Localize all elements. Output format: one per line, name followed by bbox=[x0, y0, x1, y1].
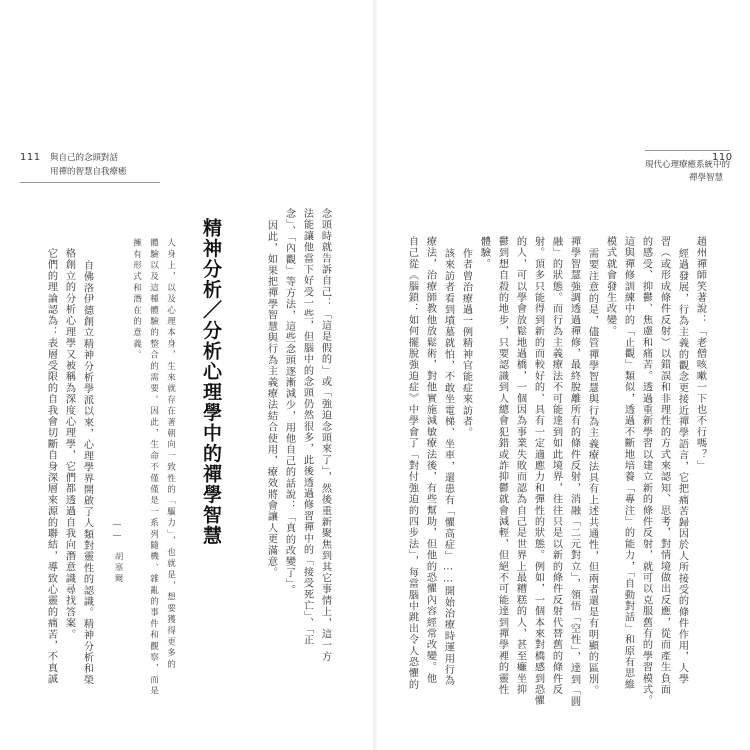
right-body-col-5: 這與禪修訓練中的「止觀」類似，透過不斷地培養「專注」的能力，「自動對話」和原有思維 bbox=[622, 236, 634, 691]
left-closing-text-3: 它們的理論認為：表層受限的自我會切斷自身深層來源的聯結，導致心靈的痛苦，不真誠 bbox=[45, 248, 57, 685]
epigraph-attribution: 胡塞爾 bbox=[113, 552, 123, 584]
right-running-header-subtitle: 禪學智慧 bbox=[689, 173, 724, 183]
right-page bbox=[375, 0, 750, 750]
left-page-number: 111 bbox=[20, 152, 41, 163]
left-running-header-subtitle: 用禪的智慧自我療癒 bbox=[50, 167, 127, 177]
right-body-col-3: 習（或形成條件反射）以錯誤和非理性的方式來認知、思考，對情境做出反應，從而產生負面 bbox=[658, 236, 670, 696]
right-body-col-17: 自己從《腦鎖：如何擺脫強迫症》中學會了「對付強迫的四步法」，每當腦中跳出令人恐懼的 bbox=[406, 236, 418, 691]
right-body-col-14: 作者曾治療過一例精神官能症來訪者。 bbox=[460, 248, 472, 439]
left-section-text-1: 念頭時就告訴自己：「這是假的」或「強迫念頭來了」，然後重新聚焦到其它事情上，這一方 bbox=[319, 208, 331, 663]
right-body-col-10: 射。頂多只能得到新的而較好的、具有一定適應力和彈性的狀態。例如，一個本來對橋感到恐懼 bbox=[532, 236, 544, 707]
epigraph-dash: —— bbox=[112, 520, 122, 542]
right-body-col-12: 鬱到想自殺的地步，只要認識到人總會犯錯或詐抑鬱就會減輕，但絕不可能達到禪學裡的靈性 bbox=[496, 236, 508, 696]
right-body-col-6: 模式就會發生改變。 bbox=[604, 236, 616, 337]
right-body-col-1: 趙州禪師笑著說：「老僧咳嗽一下也不行嗎？」 bbox=[694, 236, 706, 472]
right-body-col-9: 融」的狀態。而行為主義療法不可能達到如此境界，往往只是以新的條件反射代替舊的條件反 bbox=[550, 236, 562, 696]
right-body-col-16: 療法，治療師教他放鬆術，對他實施減敏療法後，有些幫助，但他的恐懼內容經常改變。他 bbox=[424, 236, 436, 684]
left-section-text-3: 念」、「內觀」等方法，這些念頭逐漸減少，用他自己的話說：「真的改變了」。 bbox=[283, 208, 295, 596]
left-section-text-4: 因此，如果把禪學智慧與行為主義療法結合使用，療效將會讓人更滿意。 bbox=[265, 220, 277, 579]
right-body-col-7: 需要注意的是，儘管禪學智慧與行為主義療法具有上述共通性，但兩者還是有明顯的區別。 bbox=[586, 248, 598, 696]
right-body-col-2: 經過發展，行為主義的觀念更接近禪學語言，它把痛苦歸因於人所接受的條件作用，人學 bbox=[676, 248, 688, 685]
epigraph-line-2: 體驗以及這種體驗的整合的需要。因此，生命不僅僅是一系列隨機、雜亂的事件和觀察，而是 bbox=[148, 238, 159, 698]
left-closing-text-2: 格創立的分析心理學又被稱為深度心理學，它們都透過自我向潛意識尋找答案。 bbox=[63, 248, 75, 640]
left-header-rule bbox=[20, 182, 160, 183]
section-title: 精神分析／分析心理學中的禪學智慧 bbox=[200, 218, 222, 546]
epigraph-line-1: 人身上，以及心理本身，生來就存在著朝向一致性的「驅力」，也就是，想要獲得更多的 bbox=[165, 238, 176, 671]
left-section-text-2: 法能讓他當下好受一些，但腦中的念頭仍然很多，此後透過修習禪中的「接受死亡」、「正 bbox=[301, 208, 313, 646]
right-body-col-15: 該來訪者看到墳墓就怕，不敢坐電梯、坐車，還患有「懼高症」……開始治療時運用行為 bbox=[442, 248, 454, 687]
left-closing-text-1: 自佛洛伊德創立精神分析學派以來，心理學界開啟了人類對靈性的認識。精神分析和榮 bbox=[81, 260, 93, 686]
right-running-header-title: 現代心理療癒系統中的 bbox=[645, 160, 731, 170]
epigraph-line-3: 擁有形式和潛在的意義。 bbox=[131, 238, 142, 362]
right-page-number: 110 bbox=[712, 152, 733, 163]
left-running-header-title: 與自己的念頭對話 bbox=[50, 153, 119, 163]
right-header-rule bbox=[645, 150, 730, 151]
right-body-col-11: 的人，可以學會放鬆地過橋，一個因為事業失敗而認為自己是世界上最糟糕的人，甚至癱坐抑 bbox=[514, 236, 526, 696]
right-body-col-4: 的感受、抑鬱、焦慮和痛苦。透過重新學習以建立新的條件反射，就可以克服舊有的學習模式。 bbox=[640, 236, 652, 707]
right-body-col-8: 禪學智慧強調透過禪修，最終脫離所有的條件反射，消融「二元對立」，領悟「空性」，達到「圓 bbox=[568, 236, 580, 708]
right-body-col-13: 體驗。 bbox=[478, 236, 490, 270]
